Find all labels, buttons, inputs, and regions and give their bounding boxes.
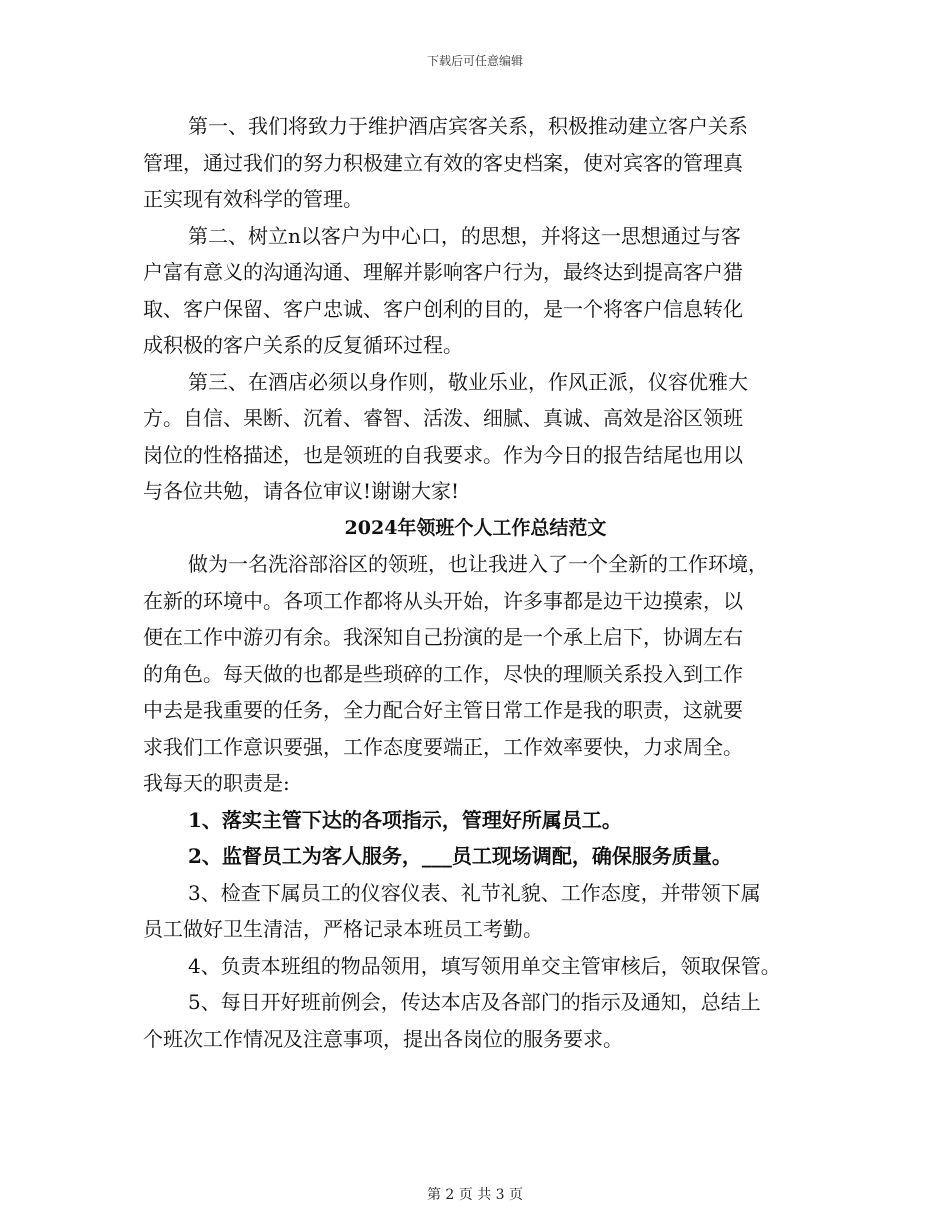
paragraph-line: 岗位的性格描述，也是领班的自我要求。作为今日的报告结尾也用以 bbox=[143, 442, 743, 467]
paragraph-line: 员工做好卫生清洁，严格记录本班员工考勤。 bbox=[143, 917, 543, 941]
paragraph-line: 的角色。每天做的也都是些琐碎的工作，尽快的理顺关系投入到工作 bbox=[143, 661, 743, 686]
paragraph-line: 中去是我重要的任务，全力配合好主管日常工作是我的职责，这就要 bbox=[143, 698, 743, 722]
section-title: 2024年领班个人工作总结范文 bbox=[344, 516, 607, 539]
paragraph-line: 我每天的职责是: bbox=[143, 771, 290, 795]
document-body bbox=[143, 108, 808, 1057]
paragraph-line: 户富有意义的沟通沟通、理解并影响客户行为，最终达到提高客户猎 bbox=[143, 260, 743, 284]
paragraph-line: 求我们工作意识要强，工作态度要端正，工作效率要快，力求周全。 bbox=[143, 734, 743, 759]
paragraph-line: 与各位共勉，请各位审议!谢谢大家! bbox=[143, 479, 460, 503]
page-header: 下载后可任意编辑 bbox=[426, 54, 523, 68]
paragraph-line: 在新的环境中。各项工作都将从头开始，许多事都是边干边摸索，以 bbox=[143, 588, 743, 613]
duty-item-4: 4、负责本班组的物品领用，填写领用单交主管审核后，领取保管。 bbox=[188, 953, 781, 978]
paragraph-line: 做为一名洗浴部浴区的领班，也让我进入了一个全新的工作环境， bbox=[188, 552, 768, 576]
paragraph-line: 取、客户保留、客户忠诚、客户创利的目的，是一个将客户信息转化 bbox=[143, 296, 743, 321]
paragraph-line: 成积极的客户关系的反复循环过程。 bbox=[143, 333, 463, 357]
paragraph-line: 第二、树立n以客户为中心口，的思想，并将这一思想通过与客 bbox=[188, 223, 741, 248]
duty-item-2: 2、监督员工为客人服务，___员工现场调配，确保服务质量。 bbox=[188, 844, 732, 868]
duty-item-5: 5、每日开好班前例会，传达本店及各部门的指示及通知，总结上 bbox=[188, 990, 761, 1014]
paragraph-line: 第三、在酒店必须以身作则，敬业乐业，作风正派，仪容优雅大 bbox=[188, 369, 748, 394]
paragraph-line: 正实现有效科学的管理。 bbox=[143, 187, 363, 211]
duty-item-3: 3、检查下属员工的仪容仪表、礼节礼貌、工作态度，并带领下属 bbox=[188, 880, 761, 905]
page-number: 第 2 页 共 3 页 bbox=[426, 1187, 524, 1203]
duty-item-1: 1、落实主管下达的各项指示，管理好所属员工。 bbox=[188, 807, 622, 832]
paragraph-line: 个班次工作情况及注意事项，提出各岗位的服务要求。 bbox=[143, 1026, 623, 1051]
paragraph-line: 管理，通过我们的努力积极建立有效的客史档案，使对宾客的管理真 bbox=[143, 150, 743, 175]
paragraph-line: 便在工作中游刃有余。我深知自己扮演的是一个承上启下，协调左右 bbox=[143, 625, 743, 649]
paragraph-line: 方。自信、果断、沉着、睿智、活泼、细腻、真诚、高效是浴区领班 bbox=[143, 406, 743, 430]
paragraph-line: 第一、我们将致力于维护酒店宾客关系，积极推动建立客户关系 bbox=[188, 114, 748, 138]
